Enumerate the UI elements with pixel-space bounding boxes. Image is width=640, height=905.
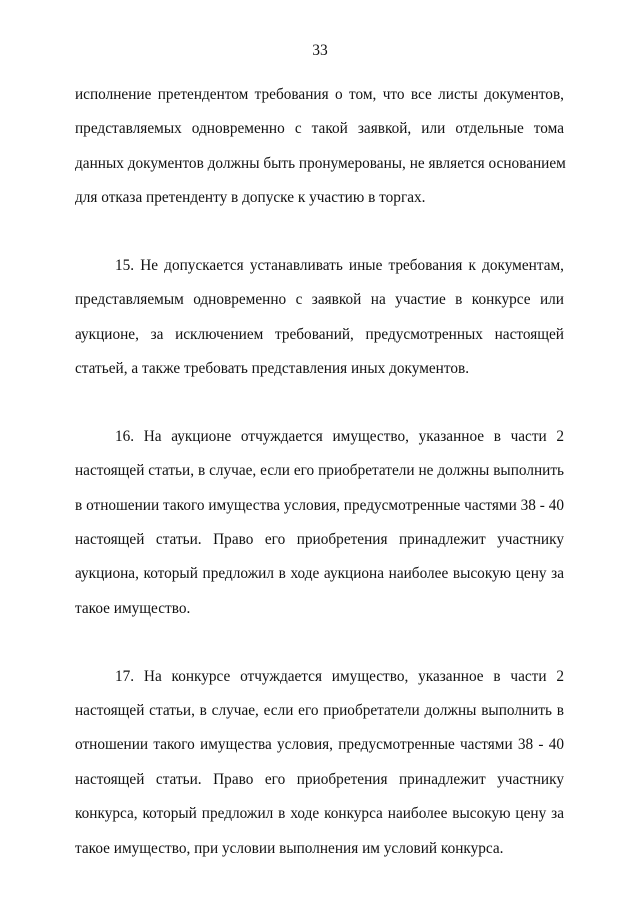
text-line: аукциона, который предложил в ходе аукциона наиболее высокую цену за — [75, 565, 564, 583]
text-line: исполнение претендентом требования о том, что все листы документов, — [75, 86, 564, 103]
page-number: 33 — [312, 42, 328, 59]
paragraph-gap — [75, 216, 564, 249]
paragraph-17 — [75, 660, 564, 866]
paragraph-gap — [75, 387, 564, 420]
text-line: настоящей статьи. Право его приобретения принадлежит участнику — [75, 770, 564, 788]
document-body — [75, 78, 564, 866]
text-line: данных документов должны быть пронумерованы, не является основанием — [75, 154, 566, 172]
paragraph-gap — [75, 626, 564, 659]
text-line: аукционе, за исключением требований, предусмотренных настоящей — [75, 325, 564, 343]
text-line: такое имущество, при условии выполнения им условий конкурса. — [75, 839, 504, 857]
text-line: представляемых одновременно с такой заявкой, или отдельные тома — [75, 120, 564, 138]
paragraph-16 — [75, 420, 564, 626]
text-line: настоящей статьи, в случае, если его приобретатели должны выполнить в — [75, 702, 564, 720]
text-line: 17. На конкурсе отчуждается имущество, указанное в части 2 — [115, 667, 564, 685]
text-line: в отношении такого имущества условия, предусмотренные частями 38 - 40 — [75, 496, 564, 514]
text-line: такое имущество. — [75, 599, 191, 617]
text-line: конкурса, который предложил в ходе конкурса наиболее высокую цену за — [75, 805, 564, 823]
text-line: отношении такого имущества условия, предусмотренные частями 38 - 40 — [75, 736, 564, 754]
text-line: представляемым одновременно с заявкой на участие в конкурсе или — [75, 291, 564, 309]
paragraph-continuation — [75, 78, 564, 216]
paragraph-15 — [75, 249, 564, 387]
text-line: 16. На аукционе отчуждается имущество, указанное в части 2 — [115, 427, 564, 445]
text-line: 15. Не допускается устанавливать иные требования к документам, — [115, 256, 564, 274]
text-line: настоящей статьи. Право его приобретения принадлежит участнику — [75, 531, 564, 549]
text-line: статьей, а также требовать представления иных документов. — [75, 360, 470, 378]
text-line: для отказа претенденту в допуске к участию в торгах. — [75, 189, 426, 207]
text-line: настоящей статьи, в случае, если его приобретатели не должны выполнить — [75, 462, 564, 480]
